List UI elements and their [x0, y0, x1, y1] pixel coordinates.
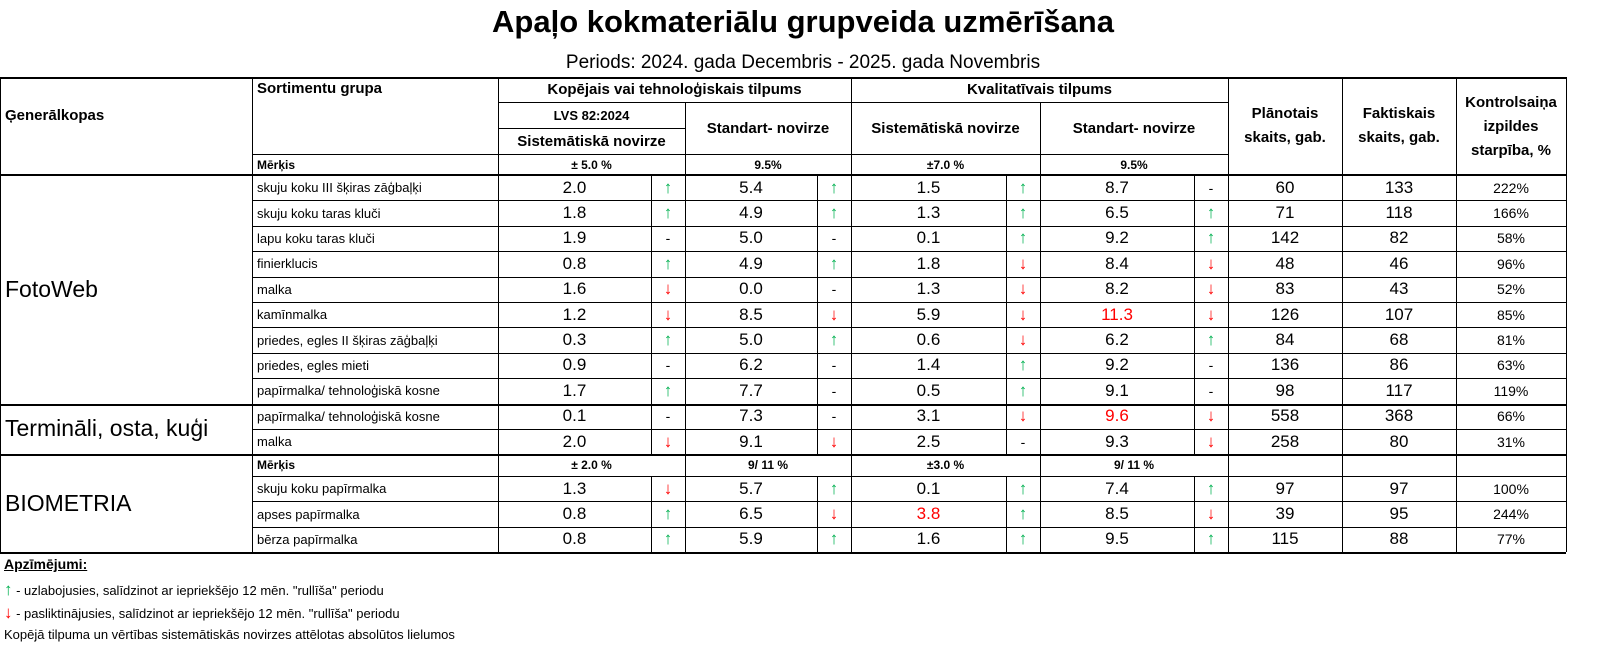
group-name: Termināli, osta, kuģi: [5, 415, 209, 442]
value-q-sist: 3.1: [916, 406, 941, 426]
value-q-std: 9.5: [1105, 529, 1129, 549]
grid-line: [498, 128, 685, 129]
target-q-std: 9.5%: [1120, 157, 1148, 172]
value-planned-count: 558: [1270, 406, 1300, 426]
arrow-down-icon: ↓: [1018, 330, 1028, 350]
no-change-dash: -: [831, 382, 837, 399]
value-q-std: 6.2: [1105, 330, 1129, 350]
grid-line: [1456, 77, 1457, 552]
value-k-std: 7.7: [739, 380, 763, 400]
value-q-std: 7.4: [1105, 478, 1129, 498]
sortiment-name: priedes, egles mieti: [257, 357, 369, 373]
arrow-up-icon: ↑: [4, 580, 13, 599]
arrow-up-icon: ↑: [829, 253, 839, 273]
value-actual-count: 46: [1389, 253, 1409, 273]
page-title: Apaļo kokmateriālu grupveida uzmērīšana: [492, 4, 1114, 39]
value-k-sist: 1.8: [562, 203, 587, 223]
grid-line: [252, 378, 1566, 379]
arrow-up-icon: ↑: [1018, 203, 1028, 223]
value-q-sist: 1.5: [916, 177, 941, 197]
sortiment-name: papīrmalka/ tehnoloģiskā kosne: [257, 383, 440, 399]
arrow-down-icon: ↓: [663, 304, 673, 324]
value-q-std: 9.1: [1105, 380, 1129, 400]
no-change-dash: -: [1208, 179, 1214, 196]
value-k-sist: 0.3: [562, 330, 587, 350]
value-actual-count: 107: [1384, 304, 1414, 324]
arrow-up-icon: ↑: [1018, 478, 1028, 498]
value-control-diff: 222%: [1493, 179, 1529, 196]
arrow-up-icon: ↑: [663, 529, 673, 549]
sortiment-name: apses papīrmalka: [257, 506, 360, 522]
arrow-up-icon: ↑: [1018, 228, 1028, 248]
value-k-std: 4.9: [739, 203, 763, 223]
header-lvs-standard: LVS 82:2024: [553, 107, 630, 123]
arrow-down-icon: ↓: [829, 304, 839, 324]
value-k-std: 5.9: [739, 529, 763, 549]
target-k-std: 9/ 11 %: [747, 458, 789, 473]
value-k-std: 7.3: [739, 406, 763, 426]
grid-line: [252, 327, 1566, 328]
no-change-dash: -: [1208, 357, 1214, 374]
value-q-std: 6.5: [1105, 203, 1129, 223]
arrow-up-icon: ↑: [663, 504, 673, 524]
grid-line: [1194, 175, 1195, 454]
value-k-std: 5.4: [739, 177, 763, 197]
value-control-diff: 119%: [1493, 382, 1529, 399]
value-q-std: 8.2: [1105, 279, 1129, 299]
grid-line: [1040, 102, 1041, 552]
value-k-std: 4.9: [739, 253, 763, 273]
value-planned-count: 60: [1275, 177, 1295, 197]
value-actual-count: 82: [1389, 228, 1409, 248]
target-q-std: 9/ 11 %: [1113, 458, 1155, 473]
grid-line: [0, 77, 1566, 79]
arrow-down-icon: ↓: [829, 431, 839, 451]
value-q-sist: 1.3: [916, 279, 941, 299]
header-q-standart-novirze: Standart- novirze: [1072, 119, 1196, 137]
legend-up-text: - uzlabojusies, salīdzinot ar iepriekšējo 12 mēn. "rullīša" periodu: [12, 583, 384, 598]
arrow-up-icon: ↑: [829, 478, 839, 498]
value-control-diff: 96%: [1496, 255, 1526, 272]
arrow-down-icon: ↓: [1018, 406, 1028, 426]
value-control-diff: 63%: [1496, 357, 1526, 374]
value-k-sist: 0.1: [562, 406, 587, 426]
grid-line: [1228, 77, 1229, 552]
sortiment-name: skuju koku taras kluči: [257, 205, 381, 221]
value-control-diff: 81%: [1496, 332, 1526, 349]
grid-line: [0, 404, 1566, 406]
sortiment-name: malka: [257, 281, 292, 297]
arrow-down-icon: ↓: [1018, 279, 1028, 299]
value-actual-count: 97: [1389, 478, 1409, 498]
arrow-up-icon: ↑: [829, 177, 839, 197]
value-k-sist: 1.9: [562, 228, 587, 248]
value-q-sist: 0.1: [916, 228, 941, 248]
sortiment-name: malka: [257, 434, 292, 450]
value-k-sist: 1.2: [562, 304, 587, 324]
period-subtitle: Periods: 2024. gada Decembris - 2025. gada Novembris: [565, 52, 1041, 73]
value-planned-count: 83: [1275, 279, 1295, 299]
header-generalkopas: Ģenerālkopas: [5, 106, 105, 124]
arrow-down-icon: ↓: [663, 478, 673, 498]
value-q-std: 8.5: [1105, 504, 1129, 524]
value-k-sist: 1.7: [562, 380, 587, 400]
arrow-up-icon: ↑: [1018, 504, 1028, 524]
grid-line: [651, 476, 652, 552]
value-q-std: 8.7: [1105, 177, 1129, 197]
grid-line: [252, 200, 1566, 201]
arrow-up-icon: ↑: [1206, 478, 1216, 498]
arrow-up-icon: ↑: [1018, 380, 1028, 400]
sortiment-name: skuju koku III šķiras zāģbaļķi: [257, 180, 422, 196]
value-k-sist: 2.0: [562, 177, 587, 197]
arrow-up-icon: ↑: [829, 529, 839, 549]
arrow-down-icon: ↓: [1206, 431, 1216, 451]
value-k-std: 5.7: [739, 478, 763, 498]
value-actual-count: 80: [1389, 431, 1409, 451]
arrow-up-icon: ↑: [1018, 177, 1028, 197]
grid-line: [252, 527, 1566, 528]
header-kvalitativais-tilpums: Kvalitatīvais tilpums: [966, 81, 1113, 98]
no-change-dash: -: [831, 408, 837, 425]
grid-line: [0, 552, 1566, 554]
value-planned-count: 142: [1270, 228, 1300, 248]
value-actual-count: 95: [1389, 504, 1409, 524]
value-k-std: 5.0: [739, 228, 763, 248]
arrow-up-icon: ↑: [1206, 228, 1216, 248]
value-k-sist: 1.6: [562, 279, 587, 299]
target-k-std: 9.5%: [754, 157, 782, 172]
target-k-sist: ± 2.0 %: [571, 458, 612, 473]
no-change-dash: -: [665, 408, 671, 425]
target-q-sist: ±3.0 %: [926, 458, 965, 473]
value-control-diff: 58%: [1496, 230, 1526, 247]
arrow-down-icon: ↓: [1206, 279, 1216, 299]
arrow-up-icon: ↑: [1206, 330, 1216, 350]
value-control-diff: 77%: [1496, 531, 1526, 548]
arrow-up-icon: ↑: [1018, 355, 1028, 375]
grid-line: [0, 454, 1566, 456]
arrow-down-icon: ↓: [1018, 304, 1028, 324]
grid-line: [685, 102, 686, 552]
legend-down-text: - pasliktinājusies, salīdzinot ar iepriekšējo 12 mēn. "rullīša" periodu: [12, 606, 400, 621]
arrow-down-icon: ↓: [1018, 253, 1028, 273]
arrow-up-icon: ↑: [663, 177, 673, 197]
arrow-up-icon: ↑: [1018, 529, 1028, 549]
value-q-sist: 5.9: [916, 304, 941, 324]
header-q-sist-novirze: Sistemātiskā novirze: [871, 119, 1020, 137]
legend-down-item: [4, 603, 400, 623]
grid-line: [1006, 476, 1007, 552]
value-control-diff: 66%: [1496, 408, 1526, 425]
arrow-down-icon: ↓: [1206, 504, 1216, 524]
value-k-sist: 0.8: [562, 529, 587, 549]
legend-note: Kopējā tilpuma un vērtības sistemātiskās novirzes attēlotas absolūtos lielumos: [4, 627, 455, 642]
group-name: FotoWeb: [5, 275, 98, 302]
value-planned-count: 84: [1275, 330, 1295, 350]
value-k-sist: 1.3: [562, 478, 587, 498]
no-change-dash: -: [831, 357, 837, 374]
sortiment-name: lapu koku taras kluči: [257, 230, 375, 246]
grid-line: [252, 277, 1566, 278]
sortiment-name: skuju koku papīrmalka: [257, 481, 387, 497]
arrow-up-icon: ↑: [1206, 529, 1216, 549]
header-sortimentu-grupa: Sortimentu grupa: [257, 80, 383, 97]
header-k-sist-novirze: Sistemātiskā novirze: [517, 132, 666, 150]
value-actual-count: 133: [1384, 177, 1414, 197]
grid-line: [252, 154, 1228, 155]
value-q-sist: 1.6: [916, 529, 941, 549]
header-kopejais-tilpums: Kopējais vai tehnoloģiskais tilpums: [547, 81, 802, 98]
value-q-std: 9.2: [1105, 355, 1129, 375]
header-faktiskais: Faktiskais skaits, gab.: [1358, 105, 1440, 146]
value-k-sist: 0.9: [562, 355, 587, 375]
arrow-up-icon: ↑: [663, 330, 673, 350]
value-k-sist: 0.8: [562, 253, 587, 273]
legend-heading: Apzīmējumi:: [4, 556, 88, 572]
grid-line: [252, 353, 1566, 354]
no-change-dash: -: [831, 230, 837, 247]
value-q-std: 9.3: [1105, 431, 1129, 451]
value-q-sist: 2.5: [916, 431, 941, 451]
header-kontrolsaina: Kontrolsaiņa izpildes starpība, %: [1465, 94, 1557, 159]
no-change-dash: -: [1208, 382, 1214, 399]
value-planned-count: 97: [1275, 478, 1295, 498]
grid-line: [252, 476, 1566, 477]
grid-line: [252, 429, 1566, 430]
grid-line: [252, 77, 253, 552]
value-planned-count: 98: [1275, 380, 1295, 400]
value-control-diff: 31%: [1496, 433, 1526, 450]
arrow-up-icon: ↑: [829, 330, 839, 350]
no-change-dash: -: [1020, 433, 1026, 450]
grid-line: [1194, 476, 1195, 552]
arrow-down-icon: ↓: [4, 603, 13, 622]
grid-line: [252, 302, 1566, 303]
grid-line: [817, 476, 818, 552]
sortiment-name: kamīnmalka: [257, 307, 328, 323]
arrow-up-icon: ↑: [663, 203, 673, 223]
sortiment-name: finierklucis: [257, 256, 318, 272]
header-planotais: Plānotais skaits, gab.: [1244, 105, 1326, 146]
value-k-std: 0.0: [739, 279, 763, 299]
value-actual-count: 117: [1385, 380, 1413, 400]
value-q-sist: 1.8: [916, 253, 941, 273]
value-control-diff: 100%: [1493, 480, 1529, 497]
grid-line: [817, 175, 818, 454]
value-actual-count: 68: [1389, 330, 1409, 350]
value-k-std: 5.0: [739, 330, 763, 350]
target-label: Mērķis: [257, 157, 296, 172]
grid-line: [0, 77, 1, 552]
legend-up-item: [4, 580, 384, 600]
value-q-sist: 0.5: [916, 380, 941, 400]
target-label: Mērķis: [257, 458, 296, 473]
value-q-std: 9.2: [1105, 228, 1129, 248]
value-q-sist: 1.3: [916, 203, 941, 223]
grid-line: [1566, 77, 1567, 552]
grid-line: [1342, 77, 1343, 552]
value-planned-count: 136: [1270, 355, 1300, 375]
group-name: BIOMETRIA: [5, 489, 132, 516]
grid-line: [252, 251, 1566, 252]
value-planned-count: 39: [1275, 504, 1295, 524]
grid-line: [651, 175, 652, 454]
grid-line: [0, 174, 1566, 176]
arrow-down-icon: ↓: [663, 279, 673, 299]
value-actual-count: 88: [1389, 529, 1409, 549]
value-control-diff: 85%: [1496, 306, 1526, 323]
value-control-diff: 166%: [1493, 205, 1529, 222]
value-planned-count: 126: [1270, 304, 1300, 324]
arrow-down-icon: ↓: [1206, 406, 1216, 426]
sortiment-name: bērza papīrmalka: [257, 531, 358, 547]
no-change-dash: -: [665, 357, 671, 374]
value-k-std: 9.1: [739, 431, 763, 451]
value-k-sist: 0.8: [562, 504, 587, 524]
arrow-down-icon: ↓: [663, 431, 673, 451]
value-q-sist: 0.6: [916, 330, 941, 350]
value-actual-count: 86: [1389, 355, 1409, 375]
value-k-std: 8.5: [739, 304, 763, 324]
value-planned-count: 115: [1271, 529, 1299, 549]
no-change-dash: -: [831, 281, 837, 298]
value-planned-count: 258: [1270, 431, 1300, 451]
value-q-sist: 0.1: [916, 478, 941, 498]
value-control-diff: 244%: [1493, 506, 1529, 523]
sortiment-name: priedes, egles II šķiras zāģbaļķi: [257, 332, 438, 348]
value-actual-count: 368: [1384, 406, 1414, 426]
value-actual-count: 43: [1389, 279, 1409, 299]
value-q-std: 8.4: [1105, 253, 1129, 273]
arrow-down-icon: ↓: [1206, 304, 1216, 324]
arrow-down-icon: ↓: [829, 504, 839, 524]
grid-line: [1006, 175, 1007, 454]
value-q-sist: 1.4: [916, 355, 941, 375]
arrow-up-icon: ↑: [1206, 203, 1216, 223]
value-k-std: 6.2: [739, 355, 763, 375]
sortiment-name: papīrmalka/ tehnoloģiskā kosne: [257, 408, 440, 424]
arrow-down-icon: ↓: [1206, 253, 1216, 273]
value-planned-count: 71: [1275, 203, 1295, 223]
value-k-sist: 2.0: [562, 431, 587, 451]
no-change-dash: -: [665, 230, 671, 247]
arrow-up-icon: ↑: [663, 380, 673, 400]
grid-line: [851, 77, 852, 552]
target-k-sist: ± 5.0 %: [571, 157, 612, 172]
value-q-sist: 3.8: [916, 504, 941, 524]
value-q-std: 9.6: [1105, 406, 1129, 426]
value-k-std: 6.5: [739, 504, 763, 524]
header-k-standart-novirze: Standart- novirze: [706, 119, 830, 137]
grid-line: [498, 77, 499, 552]
grid-line: [252, 501, 1566, 502]
arrow-up-icon: ↑: [829, 203, 839, 223]
arrow-up-icon: ↑: [663, 253, 673, 273]
grid-line: [252, 226, 1566, 227]
grid-line: [498, 102, 1228, 103]
target-q-sist: ±7.0 %: [926, 157, 965, 172]
value-control-diff: 52%: [1496, 281, 1526, 298]
value-planned-count: 48: [1275, 253, 1295, 273]
value-actual-count: 118: [1385, 203, 1413, 223]
value-q-std: 11.3: [1101, 304, 1133, 324]
